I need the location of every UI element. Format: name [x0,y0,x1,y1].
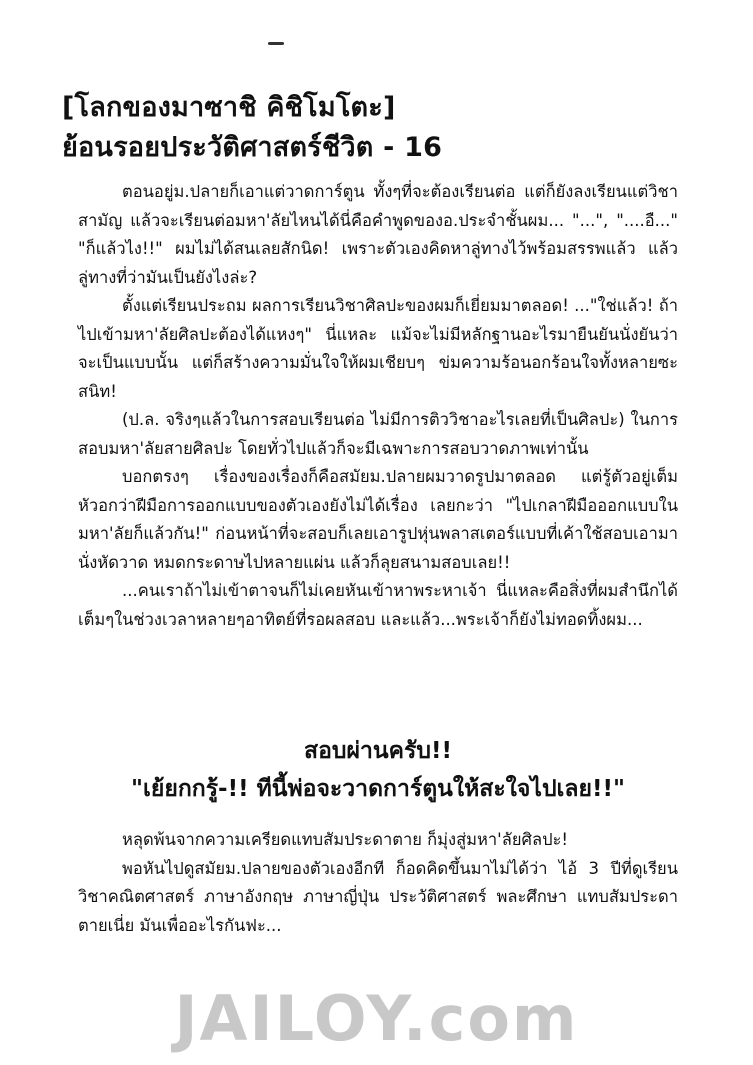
body-section-2 [78,826,678,940]
column-title: [โลกของมาซาชิ คิชิโมโตะ] [62,92,396,123]
paragraph: บอกตรงๆ เรื่องของเรื่องก็คือสมัยม.ปลายผมวาดรูปมาตลอด แต่รู้ตัวอยู่เต็มหัวอกว่าฝีมือการออกแบบของตัวเองยังไม่ได้เรื่อง เลยกะว่า "ไปเกลาฝีมือออกแบบในมหา'ลัยก็แล้วกัน!" ก่อนหน้าที่จะสอบก็เลยเอารูปหุ่นพลาสเตอร์แบบที่เค้าใช้สอบเอามานั่งหัดวาด หมดกระดาษไปหลายแผ่น แล้วก็ลุยสนามสอบเลย!! [78,467,678,572]
scan-speck [268,42,284,45]
article-heading [62,88,442,168]
paragraph: (ป.ล. จริงๆแล้วในการสอบเรียนต่อ ไม่มีการติววิชาอะไรเลยที่เป็นศิลปะ) ในการสอบมหา'ลัยสายศิลปะ โดยทั่วไปแล้วก็จะมีเฉพาะการสอบวาดภาพเท่านั้น [78,410,678,458]
paragraph: หลุดพ้นจากความเครียดแทบสัมประดาตาย ก็มุ่งสู่มหา'ลัยศิลปะ! [122,830,569,849]
section-subheading [60,732,696,808]
paragraph: ...คนเราถ้าไม่เข้าตาจนก็ไม่เคยหันเข้าหาพระหาเจ้า นี่แหละคือสิ่งที่ผมสำนึกได้เต็มๆในช่วงเวลาหลายๆอาทิตย์ที่รอผลสอบ และแล้ว...พระเจ้าก็ยังไม่ทอดทิ้งผม... [78,581,678,629]
paragraph: ตั้งแต่เรียนประถม ผลการเรียนวิชาศิลปะของผมก็เยี่ยมมาตลอด! ..."ใช่แล้ว! ถ้าไปเข้ามหา'ลัยศิลปะต้องได้แหงๆ" นี่แหละ แม้จะไม่มีหลักฐานอะไรมายืนยันนั่งยันว่าจะเป็นแบบนั้น แต่ก็สร้างความมั่นใจให้ผมเชียบๆ ข่มความร้อนอกร้อนใจทั้งหลายซะสนิท! [78,296,678,401]
paragraph: พอหันไปดูสมัยม.ปลายของตัวเองอีกที ก็อดคิดขึ้นมาไม่ได้ว่า ไอ้ 3 ปีที่ดูเรียนวิชาคณิตศาสตร์ ภาษาอังกฤษ ภาษาญี่ปุ่น ประวัติศาสตร์ พละศึกษา แทบสัมประดาตายเนี่ย มันเพื่ออะไรกันฟะ... [78,858,678,935]
site-watermark: JAILOY.com [174,982,579,1055]
subheading-line-1: สอบผ่านครับ!! [304,738,452,764]
paragraph: ตอนอยู่ม.ปลายก็เอาแต่วาดการ์ตูน ทั้งๆที่จะต้องเรียนต่อ แต่ก็ยังลงเรียนแต่วิชาสามัญ แล้วจะเรียนต่อมหา'ลัยไหนได้นี่คือคำพูดของอ.ประจำชั้นผม... "...", "....อื..." "ก็แล้วไง!!" ผมไม่ได้สนเลยสักนิด! เพราะตัวเองคิดหาลู่ทางไว้พร้อมสรรพแล้ว แล้วลู่ทางที่ว่ามันเป็นยังไงล่ะ? [78,182,678,287]
subheading-line-2: "เย้ยกกรู้-!! ทีนี้พ่อจะวาดการ์ตูนให้สะใจไปเลย!!" [131,776,625,802]
article-title: ย้อนรอยประวัติศาสตร์ชีวิต - 16 [62,132,443,163]
body-section-1 [78,178,678,634]
